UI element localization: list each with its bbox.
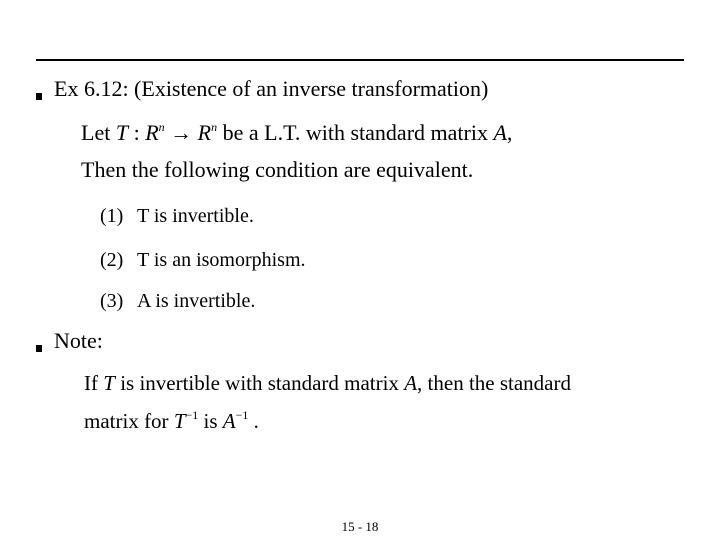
symbol-T: T [115,120,129,145]
exponent-minus-one: −1 [185,408,199,422]
page-number: 15 - 18 [341,519,379,534]
text-if: If [84,371,104,395]
exponent-minus-one: −1 [235,408,249,422]
note-line-2 [84,408,259,434]
exponent-n-domain: n [158,120,165,134]
condition-number: (1) [100,205,124,227]
text-comma: , [506,120,513,145]
bullet-icon [36,93,42,100]
symbol-T: T [173,409,186,433]
condition-number: (2) [100,249,124,271]
text-then: , then the standard [417,371,571,395]
condition-2 [100,249,306,272]
condition-text: T is an isomorphism. [137,249,306,271]
text-period: . [248,409,259,433]
statement-line-2: Then the following condition are equivalent. [81,157,474,182]
exponent-n-codomain: n [211,120,218,134]
text-standard-matrix: be a L.T. with standard matrix [217,120,494,145]
text-colon: : [128,120,146,145]
top-rule [36,59,684,61]
bullet-icon [36,345,42,352]
note-line-1 [84,371,571,396]
condition-text: A is invertible. [137,290,256,312]
symbol-R-codomain: R [197,120,212,145]
symbol-T: T [103,371,115,395]
statement-line-1 [81,120,512,146]
condition-1 [100,205,254,228]
condition-3 [100,290,255,313]
text-matrix-for: matrix for [84,409,174,433]
example-heading: Ex 6.12: (Existence of an inverse transformation) [54,76,489,101]
arrow-icon: → [164,120,198,145]
symbol-R-domain: R [145,120,159,145]
condition-number: (3) [100,290,124,312]
text-let: Let [81,120,116,145]
symbol-A: A [222,409,236,433]
text-is: is [198,409,223,433]
note-label: Note: [54,328,103,353]
condition-text: T is invertible. [137,205,254,227]
text-invertible: is invertible with standard matrix [114,371,405,395]
symbol-A: A [493,120,507,145]
symbol-A: A [404,371,418,395]
